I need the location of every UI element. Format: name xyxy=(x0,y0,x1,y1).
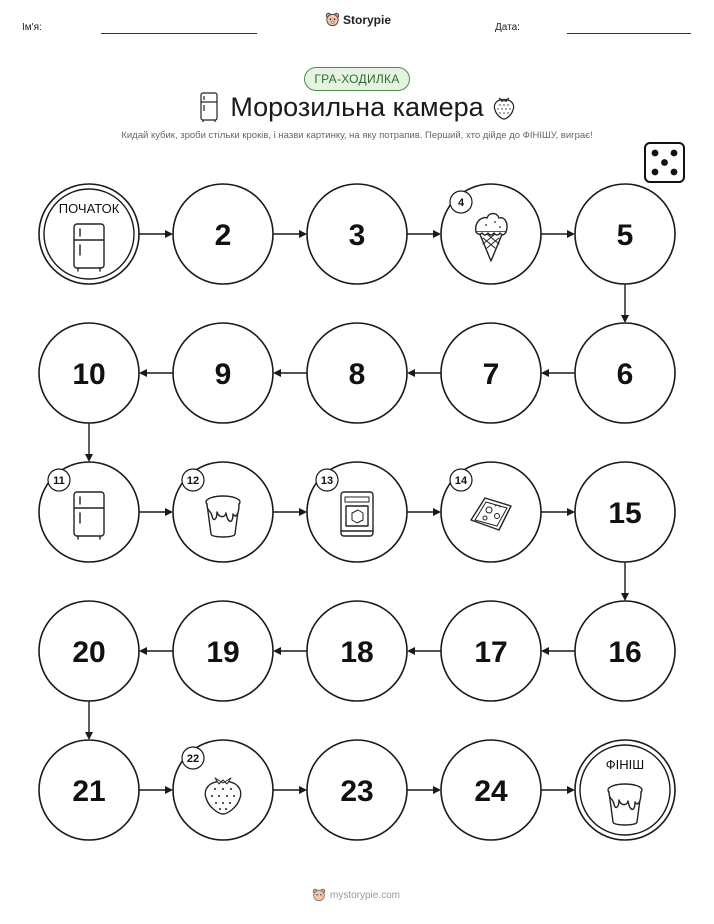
path-arrow xyxy=(273,508,307,516)
cell-number: 23 xyxy=(340,775,374,808)
cell-number: 16 xyxy=(608,636,642,669)
cell-number: 19 xyxy=(206,636,240,669)
path-arrow xyxy=(621,562,629,601)
path-arrow xyxy=(139,786,173,794)
path-arrow xyxy=(541,230,575,238)
finish-label: ФІНІШ xyxy=(605,757,645,772)
cell-number: 15 xyxy=(608,497,642,530)
cell-number: 13 xyxy=(320,475,334,487)
path-arrow xyxy=(541,647,575,655)
cell-number: 14 xyxy=(454,475,468,487)
cell-number: 17 xyxy=(474,636,508,669)
frozen-yogurt-icon xyxy=(608,784,642,825)
board-cell xyxy=(39,323,139,423)
ice-maker-icon xyxy=(341,492,373,536)
brand-name: Storypie xyxy=(343,12,392,27)
path-arrow xyxy=(273,786,307,794)
cell-number: 6 xyxy=(616,358,634,391)
start-label: ПОЧАТОК xyxy=(58,201,120,216)
cell-number: 3 xyxy=(348,219,366,252)
board-cell xyxy=(173,323,273,423)
board-cell xyxy=(173,601,273,701)
board-cell xyxy=(575,601,675,701)
bear-logo-icon xyxy=(312,888,326,902)
game-type-badge: ГРА-ХОДИЛКА xyxy=(304,67,410,91)
path-arrow xyxy=(407,508,441,516)
path-arrow xyxy=(407,647,441,655)
board-cell xyxy=(39,462,139,562)
start-cell xyxy=(39,184,139,284)
board-cell xyxy=(307,462,407,562)
board-cell xyxy=(441,740,541,840)
cell-number: 11 xyxy=(53,475,65,487)
fridge-icon xyxy=(74,492,104,539)
board-cell xyxy=(173,740,273,840)
board-cell xyxy=(39,740,139,840)
board-cell xyxy=(173,184,273,284)
board-cell xyxy=(575,184,675,284)
path-arrow xyxy=(85,701,93,740)
fridge-icon xyxy=(74,224,104,271)
footer-url: mystorypie.com xyxy=(330,889,401,901)
cell-number: 22 xyxy=(186,753,200,765)
board-cell xyxy=(575,462,675,562)
cell-number: 2 xyxy=(214,219,232,252)
path-arrow xyxy=(541,369,575,377)
path-arrow xyxy=(139,230,173,238)
path-arrow xyxy=(85,423,93,462)
cell-number: 12 xyxy=(186,475,200,487)
path-arrow xyxy=(139,369,173,377)
cell-number: 5 xyxy=(616,219,634,252)
cell-number: 20 xyxy=(72,636,106,669)
path-arrow xyxy=(541,786,575,794)
cell-number: 24 xyxy=(474,775,508,808)
name-label: Ім'я: xyxy=(22,22,42,33)
path-arrow xyxy=(407,786,441,794)
cell-number: 9 xyxy=(214,358,232,391)
board-cell xyxy=(307,740,407,840)
board-cell xyxy=(39,601,139,701)
path-arrow xyxy=(139,647,173,655)
cell-number: 10 xyxy=(72,358,106,391)
board-cell xyxy=(307,323,407,423)
board-cell xyxy=(441,462,541,562)
cell-number: 8 xyxy=(348,358,366,391)
board-cell xyxy=(441,601,541,701)
path-arrow xyxy=(139,508,173,516)
path-arrow xyxy=(273,647,307,655)
instructions-text: Кидай кубик, зроби стільки кроків, і назви картинку, на яку потрапив. Перший, хто дійде до ФІНІШУ, виграє! xyxy=(121,130,593,141)
path-arrow xyxy=(407,230,441,238)
finish-cell xyxy=(575,740,675,840)
path-arrow xyxy=(273,369,307,377)
board-cell xyxy=(575,323,675,423)
path-arrow xyxy=(621,284,629,323)
cell-number: 7 xyxy=(482,358,500,391)
path-arrow xyxy=(407,369,441,377)
board-cell xyxy=(441,184,541,284)
cell-number: 21 xyxy=(72,775,106,808)
board-cell xyxy=(173,462,273,562)
cell-number: 4 xyxy=(457,197,465,209)
page-title: Морозильна камера xyxy=(230,92,484,122)
cell-number: 18 xyxy=(340,636,374,669)
board-cell xyxy=(307,184,407,284)
date-label: Дата: xyxy=(495,22,520,33)
path-arrow xyxy=(273,230,307,238)
footer xyxy=(312,888,400,902)
frozen-yogurt-icon xyxy=(206,496,240,537)
board-cell xyxy=(307,601,407,701)
path-arrow xyxy=(541,508,575,516)
board-cell xyxy=(441,323,541,423)
